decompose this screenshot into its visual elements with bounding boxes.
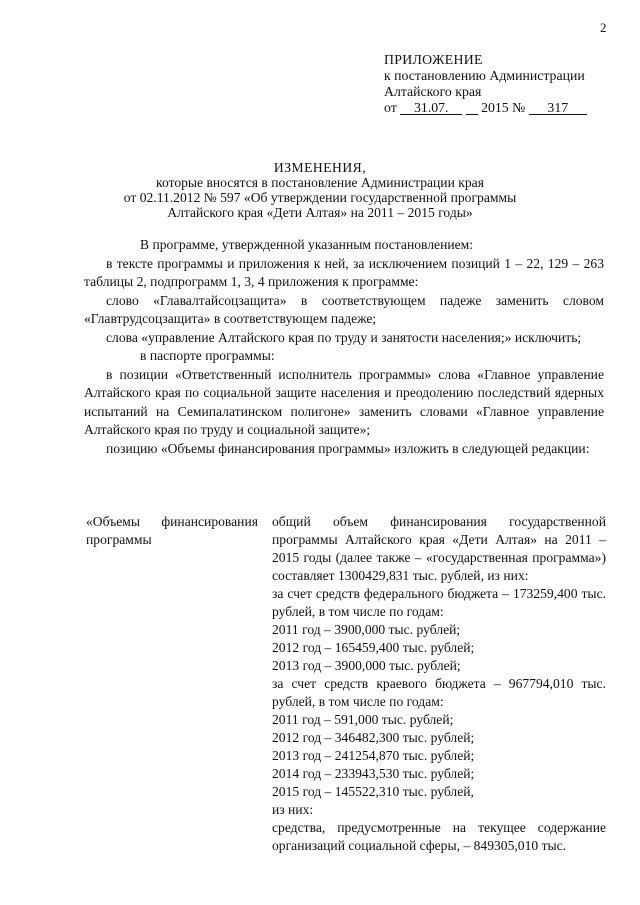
paragraph: слова «управление Алтайского края по труду и занятости населения;» исключить; — [106, 329, 582, 345]
appendix-line-1: к постановлению Администрации — [384, 68, 585, 83]
funding-line: за счет средств краевого бюджета – 967794,010 тыс. рублей, в том числе по годам: — [272, 676, 606, 709]
funding-line: 2012 год – 346482,300 тыс. рублей; — [272, 730, 475, 745]
changes-line-2: от 02.11.2012 № 597 «Об утверждении государственной программы — [123, 190, 517, 205]
appendix-line-2: Алтайского края — [384, 84, 482, 99]
funding-line: общий объем финансирования государственной программы Алтайского края «Дети Алтая» на 2011 – 2015 годы (далее также – «государственная программа») составляет 1300429,831 тыс. рублей, из них: — [272, 514, 606, 583]
funding-line: средства, предусмотренные на текущее содержание организаций социальной сферы, – 849305,010 тыс. — [272, 820, 606, 853]
appendix-from-label: от — [384, 100, 397, 115]
body-text — [84, 236, 604, 458]
funding-line: 2013 год – 241254,870 тыс. рублей; — [272, 748, 475, 763]
funding-label: «Объемы финансирования программы — [86, 514, 258, 547]
paragraph: в паспорте программы: — [140, 348, 275, 363]
changes-line-1: которые вносятся в постановление Администрации края — [156, 175, 484, 190]
appendix-title: ПРИЛОЖЕНИЕ — [384, 52, 483, 67]
changes-line-3: Алтайского края «Дети Алтая» на 2011 – 2015 годы» — [167, 205, 473, 220]
date-underline-gap — [466, 101, 478, 115]
paragraph: в позиции «Ответственный исполнитель программы» слова «Главное управление Алтайского края по социальной защите населения и преодолению последствий ядерных испытаний на Семипалатинском полигоне» заменить словами «Главное управление Алтайского края по труду и социальной защите»; — [84, 366, 604, 437]
appendix-date-line — [384, 100, 587, 116]
funding-line: 2014 год – 233943,530 тыс. рублей; — [272, 766, 475, 781]
paragraph: В программе, утвержденной указанным постановлением: — [140, 237, 474, 252]
paragraph: в тексте программы и приложения к ней, за исключением позиций 1 – 22, 129 – 263 таблицы 2, подпрограмм 1, 3, 4 приложения к программе: — [84, 255, 604, 289]
appendix-number: 317 — [529, 101, 587, 115]
changes-title: ИЗМЕНЕНИЯ, — [273, 160, 367, 175]
funding-line: из них: — [272, 802, 314, 817]
page-number: 2 — [600, 20, 607, 35]
appendix-header — [384, 52, 587, 116]
funding-line: 2011 год – 3900,000 тыс. рублей; — [272, 622, 461, 637]
appendix-date: 31.07. — [400, 101, 462, 115]
funding-line: 2015 год – 145522,310 тыс. рублей, — [272, 784, 474, 799]
funding-line: за счет средств федерального бюджета – 173259,400 тыс. рублей, в том числе по годам: — [272, 586, 606, 619]
funding-line: 2013 год – 3900,000 тыс. рублей; — [272, 658, 461, 673]
changes-heading — [40, 160, 600, 220]
funding-line: 2011 год – 591,000 тыс. рублей; — [272, 712, 454, 727]
appendix-year: 2015 № — [481, 100, 526, 115]
paragraph: позицию «Объемы финансирования программы» изложить в следующей редакции: — [106, 440, 590, 456]
funding-details — [272, 513, 606, 855]
funding-line: 2012 год – 165459,400 тыс. рублей; — [272, 640, 475, 655]
paragraph: слово «Главалтайсоцзащита» в соответствующем падеже заменить словом «Главтрудсоцзащита» в соответствующем падеже; — [84, 292, 604, 326]
